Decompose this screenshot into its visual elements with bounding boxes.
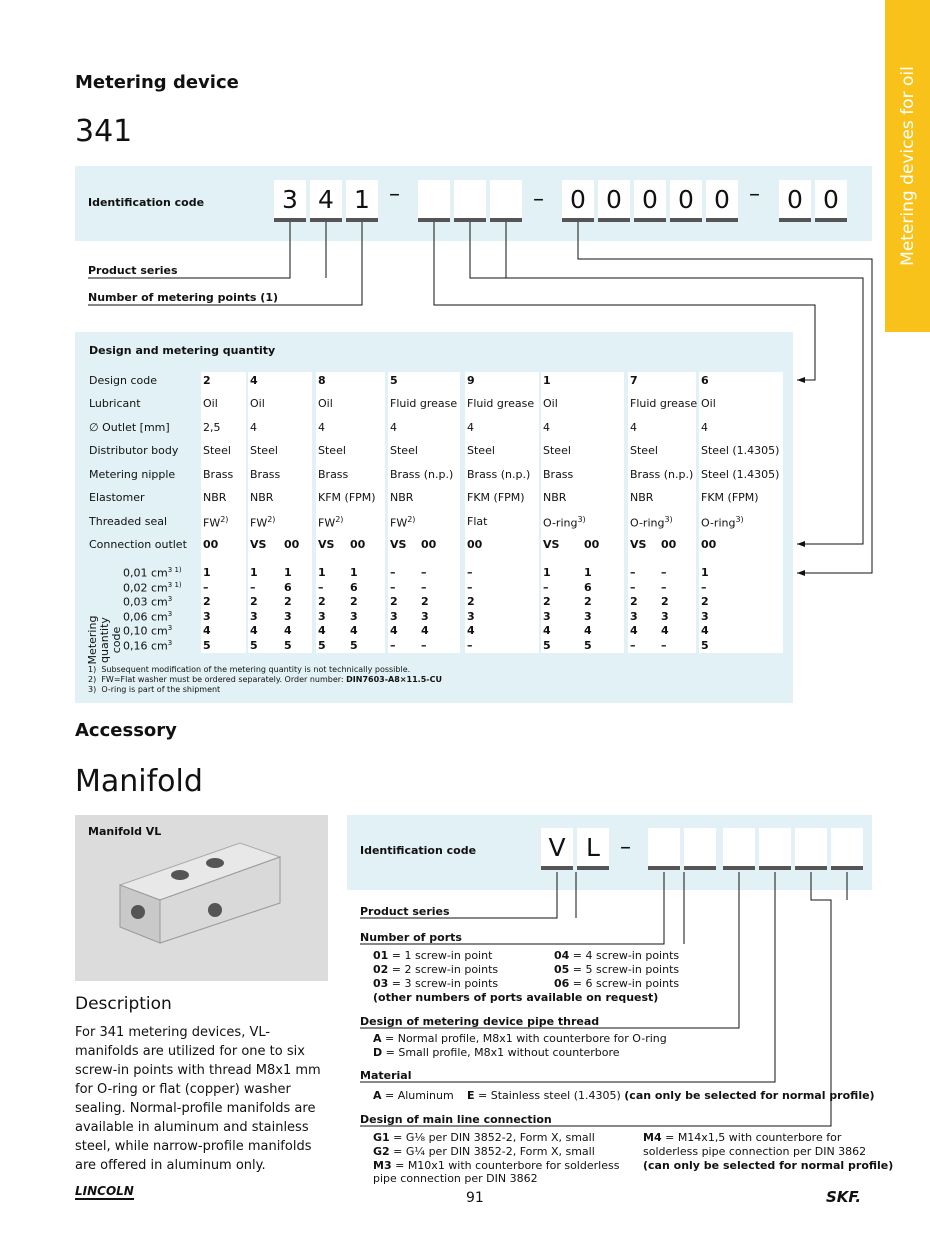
quantity-cell: 2 <box>661 595 669 609</box>
quantity-label: 0,06 $cm^3$ <box>123 609 173 624</box>
design-cell-seal: O-ring$^{3)}$ <box>630 515 673 530</box>
code-box: 0 <box>670 180 702 222</box>
connection-outlet-cell: 00 <box>661 538 677 551</box>
design-cell-code: 8 <box>318 374 326 387</box>
quantity-cell: 5 <box>203 639 211 652</box>
description-text: For 341 metering devices, VL-manifolds are utilized for one to six screw-in points with thread M8x1 mm for O-ring or flat (copper) washer sealing. Normal-profile manifolds are available in aluminum and stainless steel, while narrow-profile manifolds are offered in aluminum only. <box>75 1025 321 1173</box>
main-line-option-cont: solderless pipe connection per DIN 3862 <box>643 1145 867 1158</box>
connection-outlet-cell: VS <box>250 538 267 551</box>
thread-option: A = Normal profile, M8x1 with counterbore for O-ring <box>373 1032 667 1045</box>
quantity-cell: – <box>630 639 636 652</box>
design-cell-seal: O-ring$^{3)}$ <box>701 515 744 530</box>
quantity-cell: – <box>661 580 667 594</box>
thread-option: D = Small profile, M8x1 without counterbore <box>373 1046 620 1059</box>
design-cell-outlet: 4 <box>630 421 637 434</box>
quantity-cell: – <box>318 580 324 594</box>
code-box: 0 <box>562 180 594 222</box>
connection-outlet-cell: 00 <box>421 538 437 551</box>
column-bg <box>541 372 624 653</box>
design-cell-elast: NBR <box>250 491 274 504</box>
design-cell-code: 6 <box>701 374 709 387</box>
connection-outlet-cell: VS <box>318 538 335 551</box>
code-box: 0 <box>634 180 666 222</box>
design-cell-body: Steel <box>390 444 418 457</box>
code-dash: – <box>533 187 544 212</box>
code-box <box>418 180 450 222</box>
quantity-cell: – <box>250 580 256 594</box>
code2-box: V <box>541 828 573 870</box>
quantity-cell: 2 <box>421 595 429 609</box>
design-cell-elast: KFM (FPM) <box>318 491 376 504</box>
quantity-cell: – <box>203 580 209 594</box>
section-subtitle: Metering device <box>75 72 239 93</box>
section-title: 341 <box>75 114 133 149</box>
quantity-cell: 4 <box>630 624 638 638</box>
manifold-picture <box>75 815 328 981</box>
port-option: 01 = 1 screw-in point <box>373 949 493 962</box>
quantity-cell: – <box>543 580 549 594</box>
row-label: Metering nipple <box>89 468 176 481</box>
footnote-3: 3) O-ring is part of the shipment <box>88 685 221 694</box>
quantity-label: 0,01 $cm^{3 1)}$ <box>123 566 182 580</box>
connection-outlet-cell: 00 <box>584 538 600 551</box>
quantity-cell: 3 <box>284 609 292 623</box>
quantity-cell: – <box>661 566 667 579</box>
main-line-option-cont: pipe connection per DIN 3862 <box>373 1172 538 1185</box>
code2-box <box>648 828 680 870</box>
quantity-cell: 3 <box>543 609 551 623</box>
design-cell-outlet: 2,5 <box>203 421 221 434</box>
quantity-label: 0,10 $cm^3$ <box>123 624 173 639</box>
design-cell-elast: FKM (FPM) <box>467 491 525 504</box>
design-cell-elast: NBR <box>630 491 654 504</box>
port-option: 05 = 5 screw-in points <box>554 963 680 976</box>
quantity-cell: 2 <box>630 595 638 609</box>
metering-points-label: Number of metering points (1) <box>88 291 279 304</box>
design-cell-lub: Oil <box>250 397 265 410</box>
code-box: 0 <box>779 180 811 222</box>
design-cell-lub: Oil <box>318 397 333 410</box>
description-title: Description <box>75 994 172 1014</box>
quantity-cell: 1 <box>584 566 592 579</box>
quantity-cell: – <box>701 580 707 594</box>
quantity-cell: 4 <box>467 624 475 638</box>
design-cell-nipple: Brass <box>543 468 574 481</box>
lincoln-logo: LINCOLN <box>75 1184 134 1198</box>
quantity-label: 0,16 $cm^3$ <box>123 639 173 653</box>
quantity-label: 0,02 $cm^{3 1)}$ <box>123 580 182 595</box>
design-cell-body: Steel (1.4305) <box>701 444 780 457</box>
quantity-cell: – <box>390 566 396 579</box>
side-tab <box>885 0 930 332</box>
row-label: Distributor body <box>89 444 179 457</box>
design-cell-nipple: Brass <box>318 468 349 481</box>
quantity-cell: 3 <box>390 609 398 623</box>
design-cell-lub: Oil <box>203 397 218 410</box>
port-option: 03 = 3 screw-in points <box>373 977 499 990</box>
code2-box <box>759 828 791 870</box>
design-cell-seal: FW$^{2)}$ <box>250 515 276 530</box>
design-cell-seal: O-ring$^{3)}$ <box>543 515 586 530</box>
design-cell-seal: FW$^{2)}$ <box>390 515 416 530</box>
connection-outlet-cell: VS <box>630 538 647 551</box>
footnote-1: 1) Subsequent modification of the metering quantity is not technically possible. <box>88 665 411 674</box>
quantity-cell: 3 <box>467 609 475 623</box>
design-cell-body: Steel <box>543 444 571 457</box>
quantity-cell: – <box>421 580 427 594</box>
design-cell-code: 2 <box>203 374 211 387</box>
design-cell-code: 1 <box>543 374 551 387</box>
design-cell-body: Steel <box>630 444 658 457</box>
quantity-cell: 4 <box>421 624 429 638</box>
design-cell-elast: NBR <box>543 491 567 504</box>
main-line-option-note: (can only be selected for normal profile) <box>643 1159 894 1172</box>
quantity-cell: 1 <box>543 566 551 579</box>
design-cell-body: Steel <box>467 444 495 457</box>
quantity-cell: 4 <box>203 624 211 638</box>
code-box: 4 <box>310 180 342 222</box>
page-number: 91 <box>466 1190 484 1206</box>
code2-box <box>795 828 827 870</box>
code-box: 0 <box>815 180 847 222</box>
row-label: Design code <box>89 374 158 387</box>
row-label: Elastomer <box>89 491 145 504</box>
footnote-2: 2) FW=Flat washer must be ordered separately. Order number: DIN7603-A8×11.5-CU <box>88 675 442 684</box>
design-cell-code: 7 <box>630 374 638 387</box>
connection-outlet-cell: VS <box>543 538 560 551</box>
quantity-cell: 1 <box>350 566 358 579</box>
quantity-cell: 3 <box>584 609 592 623</box>
connection-outlet-cell: 00 <box>284 538 300 551</box>
design-cell-nipple: Brass (n.p.) <box>630 468 694 481</box>
quantity-cell: 3 <box>701 609 709 623</box>
ports-title: Number of ports <box>360 931 462 944</box>
design-cell-body: Steel <box>203 444 231 457</box>
design-cell-lub: Oil <box>701 397 716 410</box>
manifold-image-label: Manifold VL <box>88 825 162 838</box>
code-box: 0 <box>598 180 630 222</box>
connection-outlet-cell: 00 <box>203 538 219 551</box>
code-box: 0 <box>706 180 738 222</box>
product-series-2-label: Product series <box>360 905 450 918</box>
main-line-option: M4 = M14x1,5 with counterbore for <box>643 1131 842 1144</box>
design-cell-seal: Flat <box>467 515 488 528</box>
quantity-cell: 4 <box>284 624 292 638</box>
quantity-cell: 6 <box>584 580 592 594</box>
quantity-cell: – <box>467 566 473 579</box>
quantity-cell: 3 <box>250 609 258 623</box>
quantity-cell: 2 <box>250 595 258 609</box>
design-cell-elast: NBR <box>203 491 227 504</box>
quantity-cell: 5 <box>284 639 292 652</box>
main-line-option: G2 = G¹⁄₄ per DIN 3852-2, Form X, small <box>373 1145 595 1158</box>
quantity-cell: 1 <box>284 566 292 579</box>
design-cell-elast: NBR <box>390 491 414 504</box>
quantity-cell: – <box>390 580 396 594</box>
quantity-cell: 1 <box>203 566 211 579</box>
quantity-cell: 5 <box>701 639 709 652</box>
design-cell-body: Steel <box>318 444 346 457</box>
design-cell-code: 5 <box>390 374 398 387</box>
quantity-cell: 3 <box>421 609 429 623</box>
design-cell-nipple: Brass <box>203 468 234 481</box>
material-option: A = Aluminum <box>373 1089 454 1102</box>
connection-outlet-cell: 00 <box>701 538 717 551</box>
ports-note: (other numbers of ports available on request) <box>373 991 659 1004</box>
quantity-cell: 4 <box>584 624 592 638</box>
seal-footnote-ref: 2) <box>220 515 229 524</box>
seal-footnote-ref: 2) <box>407 515 416 524</box>
quantity-cell: 5 <box>584 639 592 652</box>
design-cell-lub: Fluid grease <box>630 397 698 410</box>
code2-box: L <box>577 828 609 870</box>
seal-footnote-ref: 2) <box>335 515 344 524</box>
code2-box <box>684 828 716 870</box>
quantity-label: 0,03 $cm^3$ <box>123 595 173 609</box>
design-cell-lub: Fluid grease <box>467 397 535 410</box>
quantity-cell: 2 <box>203 595 211 609</box>
column-bg <box>699 372 783 653</box>
design-cell-lub: Fluid grease <box>390 397 458 410</box>
design-cell-code: 4 <box>250 374 258 387</box>
port-option: 02 = 2 screw-in points <box>373 963 499 976</box>
id-code2-label: Identification code <box>360 844 477 857</box>
id-code-label: Identification code <box>88 196 205 209</box>
skf-logo: SKF. <box>826 1188 862 1206</box>
quantity-cell: 2 <box>350 595 358 609</box>
manifold-title: Manifold <box>75 764 203 799</box>
quantity-cell: – <box>661 639 667 652</box>
quantity-cell: 4 <box>661 624 669 638</box>
design-title: Design and metering quantity <box>89 344 276 357</box>
port-option: 04 = 4 screw-in points <box>554 949 680 962</box>
quantity-cell: 3 <box>350 609 358 623</box>
quantity-cell: 1 <box>250 566 258 579</box>
connection-outlet-cell: VS <box>390 538 407 551</box>
design-cell-seal: FW$^{2)}$ <box>203 515 229 530</box>
quantity-cell: 4 <box>701 624 709 638</box>
quantity-cell: – <box>630 566 636 579</box>
column-bg <box>465 372 539 653</box>
quantity-cell: 5 <box>350 639 358 652</box>
quantity-cell: 3 <box>203 609 211 623</box>
code2-box <box>723 828 755 870</box>
design-cell-nipple: Steel (1.4305) <box>701 468 780 481</box>
seal-footnote-ref: 2) <box>267 515 276 524</box>
quantity-cell: 5 <box>318 639 326 652</box>
code2-dash: – <box>620 835 631 860</box>
quantity-cell: 5 <box>543 639 551 652</box>
code-dash: – <box>749 182 760 207</box>
thread-title: Design of metering device pipe thread <box>360 1015 600 1028</box>
design-cell-outlet: 4 <box>250 421 257 434</box>
quantity-cell: 2 <box>284 595 292 609</box>
code-dash: – <box>389 182 400 207</box>
row-label: Connection outlet <box>89 538 187 551</box>
design-cell-outlet: 4 <box>467 421 474 434</box>
code-box <box>490 180 522 222</box>
design-cell-outlet: 4 <box>543 421 550 434</box>
design-cell-outlet: 4 <box>701 421 708 434</box>
quantity-cell: 6 <box>284 580 292 594</box>
quantity-cell: – <box>421 639 427 652</box>
quantity-cell: 2 <box>390 595 398 609</box>
seal-footnote-ref: 3) <box>577 515 586 524</box>
code-box: 3 <box>274 180 306 222</box>
quantity-cell: 4 <box>390 624 398 638</box>
code2-box <box>831 828 863 870</box>
quantity-cell: 2 <box>318 595 326 609</box>
quantity-cell: 1 <box>318 566 326 579</box>
side-tab-label: Metering devices for oil <box>897 66 918 266</box>
quantity-cell: – <box>630 580 636 594</box>
design-cell-nipple: Brass (n.p.) <box>390 468 454 481</box>
row-label: Lubricant <box>89 397 141 410</box>
design-cell-body: Steel <box>250 444 278 457</box>
main-line-option: M3 = M10x1 with counterbore for solderless <box>373 1159 620 1172</box>
design-cell-outlet: 4 <box>318 421 325 434</box>
row-label: ∅ Outlet [mm] <box>89 421 170 434</box>
product-series-label: Product series <box>88 264 178 277</box>
quantity-cell: 4 <box>543 624 551 638</box>
quantity-vertical-label: Metering quantity code <box>86 615 123 665</box>
design-cell-nipple: Brass <box>250 468 281 481</box>
quantity-cell: 4 <box>318 624 326 638</box>
design-cell-seal: FW$^{2)}$ <box>318 515 344 530</box>
code-box <box>454 180 486 222</box>
manifold-image-panel <box>75 815 328 981</box>
quantity-cell: 1 <box>701 566 709 579</box>
design-cell-elast: FKM (FPM) <box>701 491 759 504</box>
material-option: E = Stainless steel (1.4305) (can only be selected for normal profile) <box>467 1089 875 1102</box>
design-cell-lub: Oil <box>543 397 558 410</box>
accessory-subtitle: Accessory <box>75 720 177 741</box>
main-line-option: G1 = G¹⁄₈ per DIN 3852-2, Form X, small <box>373 1131 595 1144</box>
code-box: 1 <box>346 180 378 222</box>
design-cell-code: 9 <box>467 374 475 387</box>
quantity-cell: 4 <box>350 624 358 638</box>
connection-outlet-cell: 00 <box>467 538 483 551</box>
quantity-cell: 3 <box>661 609 669 623</box>
quantity-cell: – <box>467 580 473 594</box>
quantity-cell: 2 <box>543 595 551 609</box>
design-cell-nipple: Brass (n.p.) <box>467 468 531 481</box>
connection-outlet-cell: 00 <box>350 538 366 551</box>
quantity-cell: 6 <box>350 580 358 594</box>
seal-footnote-ref: 3) <box>735 515 744 524</box>
quantity-cell: – <box>421 566 427 579</box>
material-title: Material <box>360 1069 412 1082</box>
quantity-cell: 3 <box>318 609 326 623</box>
quantity-cell: 2 <box>584 595 592 609</box>
quantity-cell: 2 <box>701 595 709 609</box>
quantity-cell: 2 <box>467 595 475 609</box>
quantity-cell: 5 <box>250 639 258 652</box>
quantity-cell: 3 <box>630 609 638 623</box>
design-cell-outlet: 4 <box>390 421 397 434</box>
port-option: 06 = 6 screw-in points <box>554 977 680 990</box>
quantity-cell: – <box>390 639 396 652</box>
quantity-cell: – <box>467 639 473 652</box>
main-line-title: Design of main line connection <box>360 1113 552 1126</box>
row-label: Threaded seal <box>89 515 168 528</box>
quantity-cell: 4 <box>250 624 258 638</box>
seal-footnote-ref: 3) <box>664 515 673 524</box>
